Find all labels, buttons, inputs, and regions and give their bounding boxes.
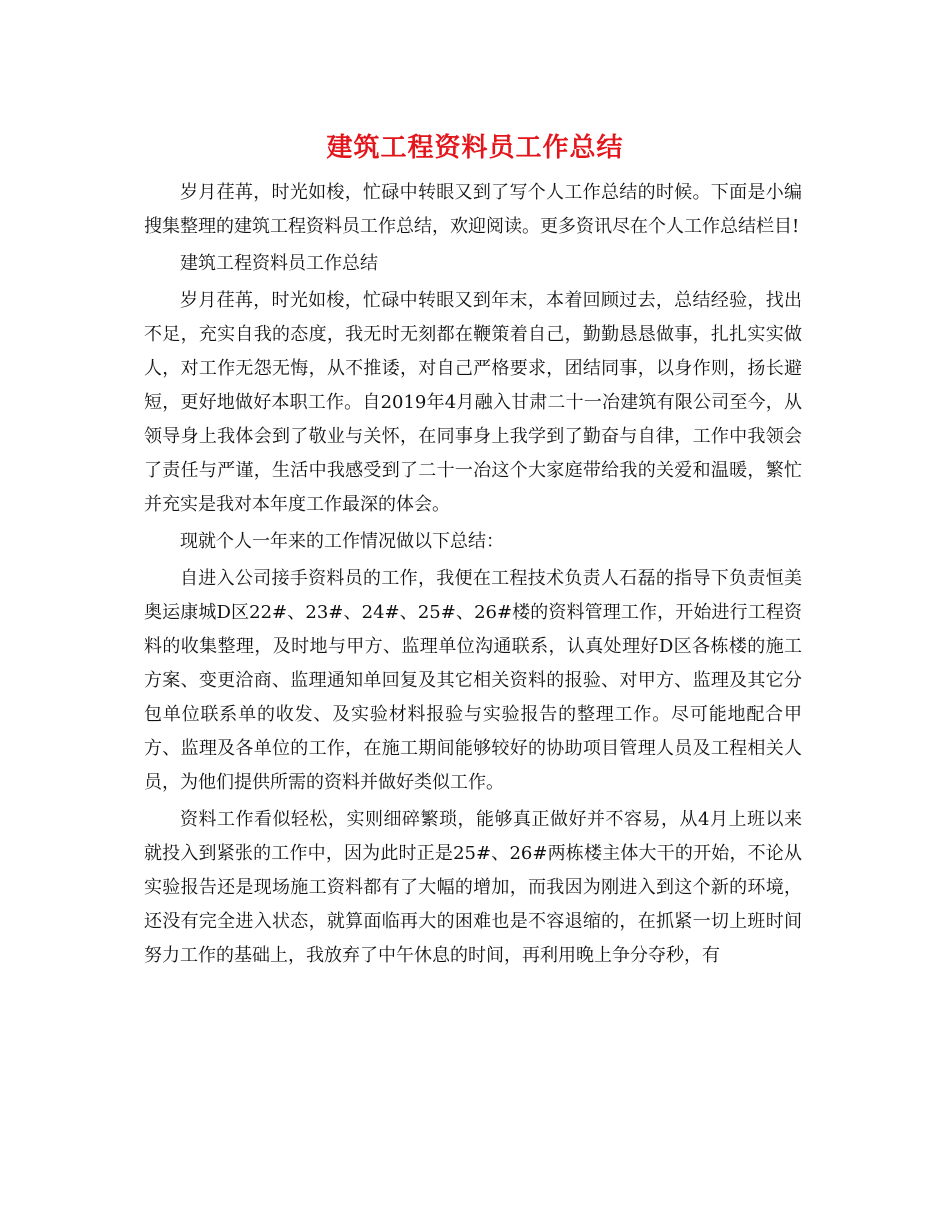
paragraph-summary-lead: 现就个人一年来的工作情况做以下总结：: [180, 531, 504, 552]
document-body: [144, 176, 802, 976]
paragraph-duties: 自进入公司接手资料员的工作，我便在工程技术负责人石磊的指导下负责恒美奥运康城D区22#、23#、24#、25#、26#楼的资料管理工作，开始进行工程资料的收集整理，及时地与甲方、监理单位沟通联系，认真处理好D区各栋楼的施工方案、变更洽商、监理通知单回复及其它相关资料的报验、对甲方、监理及其它分包单位联系单的收发、及实验材料报验与实验报告的整理工作。尽可能地配合甲方、监理及各单位的工作，在施工期间能够较好的协助项目管理人员及工程相关人员，为他们提供所需的资料并做好类似工作。: [144, 568, 802, 793]
paragraph-subtitle: 建筑工程资料员工作总结: [180, 253, 378, 274]
paragraph-challenges: 资料工作看似轻松，实则细碎繁琐，能够真正做好并不容易，从4月上班以来就投入到紧张的工作中，因为此时正是25#、26#两栋楼主体大干的开始，不论从实验报告还是现场施工资料都有了大幅的增加，而我因为刚进入到这个新的环境，还没有完全进入状态，就算面临再大的困难也是不容退缩的，在抓紧一切上班时间努力工作的基础上，我放弃了中午休息的时间，再利用晚上争分夺秒，有: [144, 809, 802, 966]
paragraph-overview: 岁月荏苒，时光如梭，忙碌中转眼又到年末，本着回顾过去，总结经验，找出不足，充实自我的态度，我无时无刻都在鞭策着自己，勤勤恳恳做事，扎扎实实做人，对工作无怨无悔，从不推诿，对自己严格要求，团结同事，以身作则，扬长避短，更好地做好本职工作。自2019年4月融入甘肃二十一冶建筑有限公司至今，从领导身上我体会到了敬业与关怀，在同事身上我学到了勤奋与自律，工作中我领会了责任与严谨，生活中我感受到了二十一冶这个大家庭带给我的关爱和温暖，繁忙并充实是我对本年度工作最深的体会。: [144, 290, 802, 515]
paragraph-intro: 岁月荏苒，时光如梭，忙碌中转眼又到了写个人工作总结的时候。下面是小编搜集整理的建筑工程资料员工作总结，欢迎阅读。更多资讯尽在个人工作总结栏目!: [144, 182, 802, 237]
document-title: 建筑工程资料员工作总结: [326, 133, 624, 163]
